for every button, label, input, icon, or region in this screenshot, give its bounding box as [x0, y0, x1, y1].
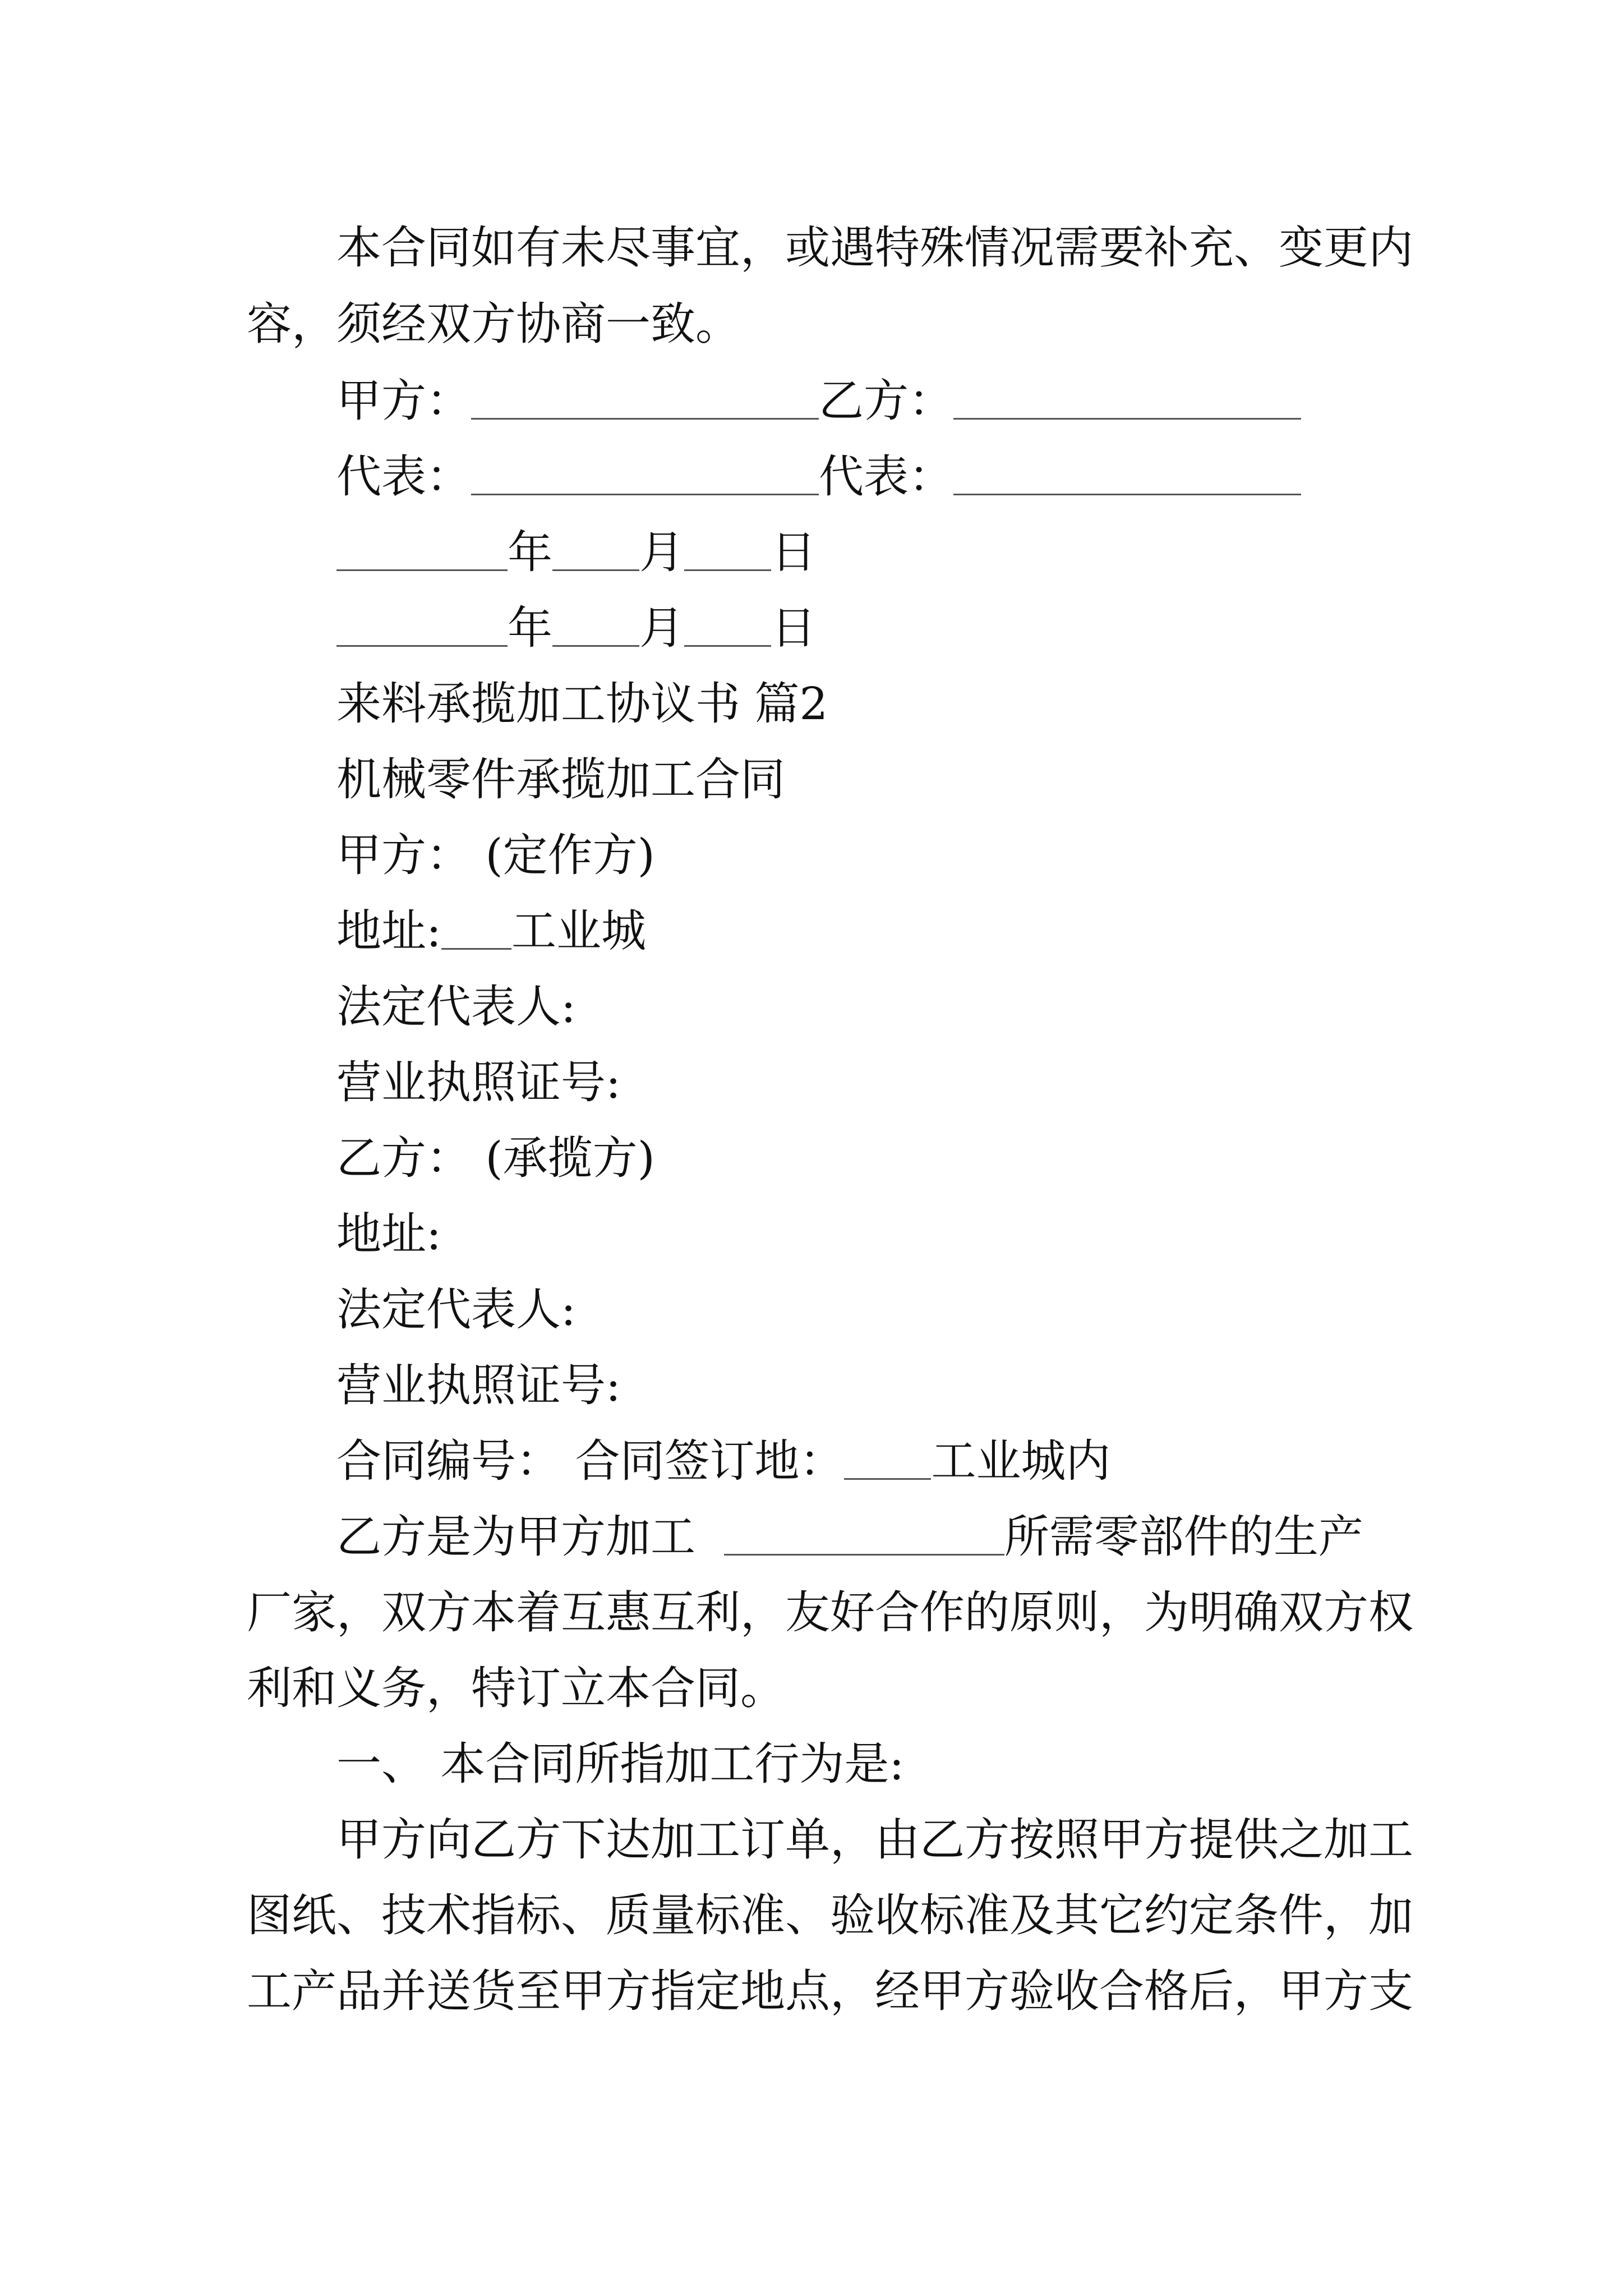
rep-a-blank	[471, 454, 819, 495]
day-label: 日	[771, 526, 816, 578]
party-b-legal-rep: 法定代表人:	[336, 1283, 576, 1336]
month-label: 月	[639, 526, 684, 578]
month-blank	[552, 606, 639, 647]
signing-place-blank	[844, 1439, 931, 1480]
month-blank	[552, 530, 639, 571]
rep-b-blank	[953, 454, 1301, 495]
address-value: 工业城	[511, 905, 646, 957]
product-blank	[724, 1515, 1004, 1556]
para-supplement-line1: 本合同如有未尽事宜，或遇特殊情况需要补充、变更内	[336, 222, 1413, 274]
intro-line1-suffix: 所需零部件的生产	[1004, 1511, 1363, 1563]
month-label: 月	[639, 602, 684, 654]
party-a-license: 营业执照证号:	[336, 1056, 621, 1108]
day-blank	[684, 606, 771, 647]
para-supplement-line2: 容，须经双方协商一致。	[247, 298, 740, 350]
intro-line2: 厂家，双方本着互惠互利，友好合作的原则，为明确双方权	[247, 1586, 1413, 1639]
address-blank	[441, 909, 511, 950]
section1-line2: 图纸、技术指标、质量标准、验收标准及其它约定条件，加	[247, 1889, 1413, 1941]
year-label: 年	[508, 526, 552, 578]
address-label: 地址:	[336, 905, 441, 957]
intro-line3: 利和义务，特订立本合同。	[247, 1662, 785, 1714]
party-a-address	[336, 905, 646, 957]
section1-line1: 甲方向乙方下达加工订单，由乙方按照甲方提供之加工	[336, 1814, 1413, 1866]
contract-meta-line	[336, 1435, 1111, 1487]
party-a-legal-rep: 法定代表人:	[336, 981, 576, 1033]
date-line-a	[336, 526, 816, 578]
section1-line3: 工产品并送货至甲方指定地点，经甲方验收合格后，甲方支	[247, 1965, 1413, 2017]
party-b-label: 乙方：	[819, 375, 953, 427]
day-label: 日	[771, 602, 816, 654]
year-blank	[336, 606, 508, 647]
year-blank	[336, 530, 508, 571]
signing-place-value: 工业城内	[931, 1435, 1111, 1487]
date-line-b	[336, 602, 816, 654]
party-b-address: 地址:	[336, 1208, 441, 1260]
rep-b-label: 代表：	[819, 450, 953, 503]
party-b-license: 营业执照证号:	[336, 1359, 621, 1411]
signature-row-reps	[336, 450, 1301, 503]
rep-a-label: 代表：	[336, 450, 471, 503]
year-label: 年	[508, 602, 552, 654]
day-blank	[684, 530, 771, 571]
section1-title: 一、 本合同所指加工行为是:	[336, 1738, 905, 1790]
intro-line1-prefix: 乙方是为甲方加工	[336, 1511, 695, 1563]
party-b-blank	[953, 379, 1301, 420]
intro-line1	[336, 1511, 1363, 1563]
party-a-label: 甲方：	[336, 375, 471, 427]
contract-number-label: 合同编号：	[336, 1435, 561, 1487]
party-a-blank	[471, 379, 819, 420]
party-b-header: 乙方： (承揽方)	[336, 1132, 655, 1184]
section-heading: 来料承揽加工协议书 篇2	[336, 678, 828, 730]
signature-row-parties	[336, 375, 1301, 427]
contract-title: 机械零件承揽加工合同	[336, 753, 785, 806]
signing-place-label: 合同签订地：	[575, 1435, 845, 1487]
party-a-header: 甲方： (定作方)	[336, 829, 655, 881]
